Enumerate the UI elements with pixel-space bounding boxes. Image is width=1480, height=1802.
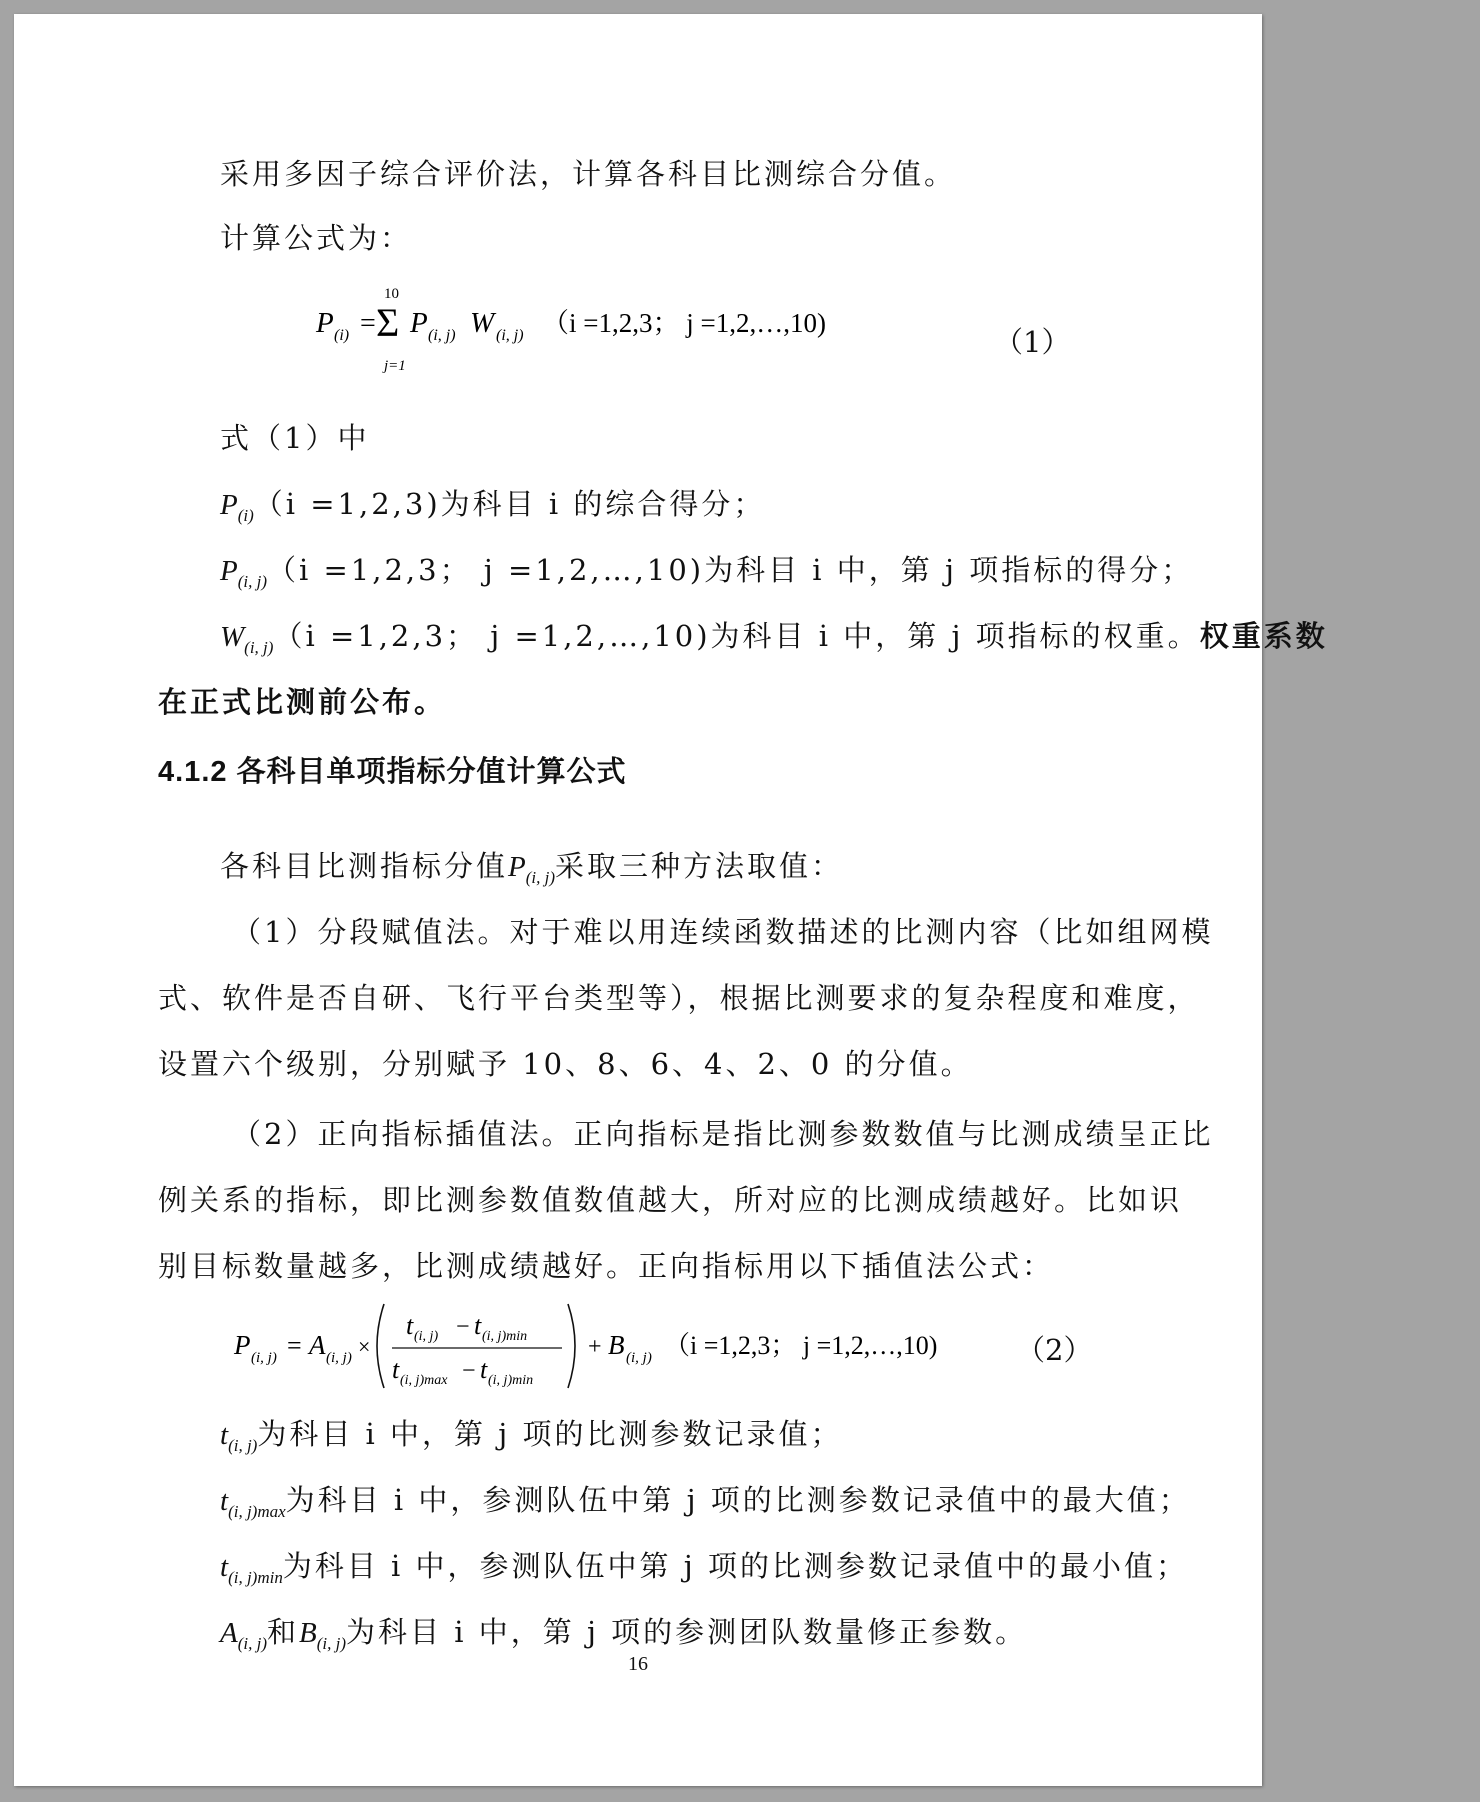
eq2-num-t1: t	[406, 1311, 414, 1340]
equation-2-number: （2）	[1016, 1333, 1093, 1367]
eq2-den-t1-sub: (i, j)max	[400, 1373, 448, 1388]
def1-text: （i =1,2,3)为科目 i 的综合得分；	[253, 487, 766, 521]
eq2-den-t1: t	[392, 1355, 400, 1384]
eq1-term-w-sub: (i, j)	[496, 327, 524, 344]
methods-intro-b: 采取三种方法取值：	[555, 849, 844, 883]
equation-1	[304, 284, 864, 374]
var1-text: 为科目 i 中，第 j 项的比测参数记录值；	[257, 1417, 843, 1451]
svg-text:×: ×	[358, 1334, 371, 1359]
definition-p-ij	[220, 550, 1468, 602]
svg-text:=: =	[287, 1331, 302, 1360]
method-2-line-2: 例关系的指标，即比测参数值数值越大，所对应的比测成绩越好。比如识	[158, 1183, 1183, 1217]
eq2-num-t2: t	[474, 1311, 482, 1340]
def2-symbol: P	[220, 555, 238, 587]
formula-label: 计算公式为：	[220, 221, 413, 255]
eq1-sum-upper: 10	[384, 286, 399, 302]
eq2-num-t2-sub: (i, j)min	[482, 1329, 528, 1344]
svg-text:=: =	[360, 308, 376, 339]
right-paren	[568, 1304, 575, 1388]
eq2-b-sub: (i, j)	[626, 1350, 652, 1366]
equation-2	[224, 1298, 1024, 1398]
var4-symbol-b: B	[299, 1617, 317, 1649]
eq2-lhs-sub: (i, j)	[251, 1350, 277, 1366]
svg-text:−: −	[456, 1314, 470, 1340]
def3-bold-tail: 权重系数	[1199, 619, 1328, 653]
var4-sub-a: (i, j)	[237, 1634, 267, 1653]
variable-t-max	[220, 1480, 1468, 1532]
document-page	[14, 14, 1328, 1786]
method-2-line-1: （2）正向指标插值法。正向指标是指比测参数数值与比测成绩呈正比	[232, 1117, 1214, 1151]
eq1-range: （i =1,2,3； j =1,2,…,10)	[542, 308, 826, 338]
var3-symbol: t	[220, 1551, 229, 1583]
eq1-lhs: P	[316, 307, 334, 339]
definition-w-ij	[220, 616, 1468, 668]
eq2-den-t2-sub: (i, j)min	[488, 1373, 534, 1388]
intro-paragraph: 采用多因子综合评价法，计算各科目比测综合分值。	[220, 157, 957, 191]
section-heading: 4.1.2 各科目单项指标分值计算公式	[158, 756, 627, 788]
eq1-term-p: P	[410, 307, 428, 339]
var1-sub: (i, j)	[228, 1436, 258, 1455]
eq2-a: A	[309, 1330, 326, 1360]
var1-symbol: t	[220, 1419, 229, 1451]
method-1-line-1: （1）分段赋值法。对于难以用连续函数描述的比测内容（比如组网模	[232, 915, 1214, 949]
def3-symbol: W	[220, 621, 245, 653]
eq2-b: B	[608, 1330, 625, 1360]
def3-text: （i =1,2,3； j =1,2,…,10)为科目 i 中，第 j 项指标的权重。	[273, 619, 1200, 653]
methods-intro-symbol: P	[508, 851, 526, 883]
eq2-range: （i =1,2,3； j =1,2,…,10)	[664, 1331, 938, 1360]
eq1-term-p-sub: (i, j)	[428, 327, 456, 344]
eq2-num-t1-sub: (i, j)	[414, 1329, 439, 1344]
var4-sub-b: (i, j)	[316, 1634, 347, 1653]
where-label: 式（1）中	[220, 421, 370, 455]
eq1-lhs-sub: (i)	[334, 327, 350, 344]
var3-sub: (i, j)min	[228, 1568, 283, 1587]
var2-text: 为科目 i 中，参测队伍中第 j 项的比测参数记录值中的最大值；	[285, 1483, 1191, 1517]
svg-text:−: −	[462, 1358, 476, 1384]
var4-symbol-a: A	[220, 1617, 238, 1649]
eq2-den-t2: t	[480, 1355, 488, 1384]
def2-text: （i =1,2,3； j =1,2,…,10)为科目 i 中，第 j 项指标的得分；	[267, 553, 1194, 587]
def1-symbol: P	[220, 489, 238, 521]
method-2-line-3: 别目标数量越多，比测成绩越好。正向指标用以下插值法公式：	[158, 1249, 1055, 1283]
def1-sub: (i)	[237, 506, 254, 525]
left-paren	[377, 1304, 384, 1388]
var2-symbol: t	[220, 1485, 229, 1517]
eq1-sum-lower: j=1	[384, 358, 406, 374]
var4-text: 为科目 i 中，第 j 项的参测团队数量修正参数。	[346, 1615, 1028, 1649]
svg-text:+: +	[588, 1334, 602, 1360]
definition-p-i	[220, 484, 1468, 536]
variable-t-min	[220, 1546, 1468, 1598]
eq2-a-sub: (i, j)	[326, 1350, 352, 1366]
page-number: 16	[628, 1653, 648, 1675]
methods-intro	[220, 846, 1468, 898]
def3-sub: (i, j)	[244, 638, 274, 657]
eq1-term-w: W	[470, 307, 495, 339]
var3-text: 为科目 i 中，参测队伍中第 j 项的比测参数记录值中的最小值；	[282, 1549, 1188, 1583]
var4-mid: 和	[267, 1615, 300, 1649]
var2-sub: (i, j)max	[228, 1502, 286, 1521]
methods-intro-sub: (i, j)	[525, 868, 556, 887]
sum-symbol: Σ	[376, 300, 400, 345]
variable-t-ij	[220, 1414, 1468, 1466]
definition-w-continuation: 在正式比测前公布。	[158, 685, 447, 719]
eq2-lhs: P	[234, 1330, 251, 1360]
method-1-line-2: 式、软件是否自研、飞行平台类型等），根据比测要求的复杂程度和难度，	[158, 981, 1200, 1015]
methods-intro-a: 各科目比测指标分值	[220, 849, 509, 883]
method-1-line-3: 设置六个级别，分别赋予 10、8、6、4、2、0 的分值。	[158, 1047, 973, 1081]
def2-sub: (i, j)	[237, 572, 267, 591]
equation-1-number: （1）	[994, 325, 1071, 359]
